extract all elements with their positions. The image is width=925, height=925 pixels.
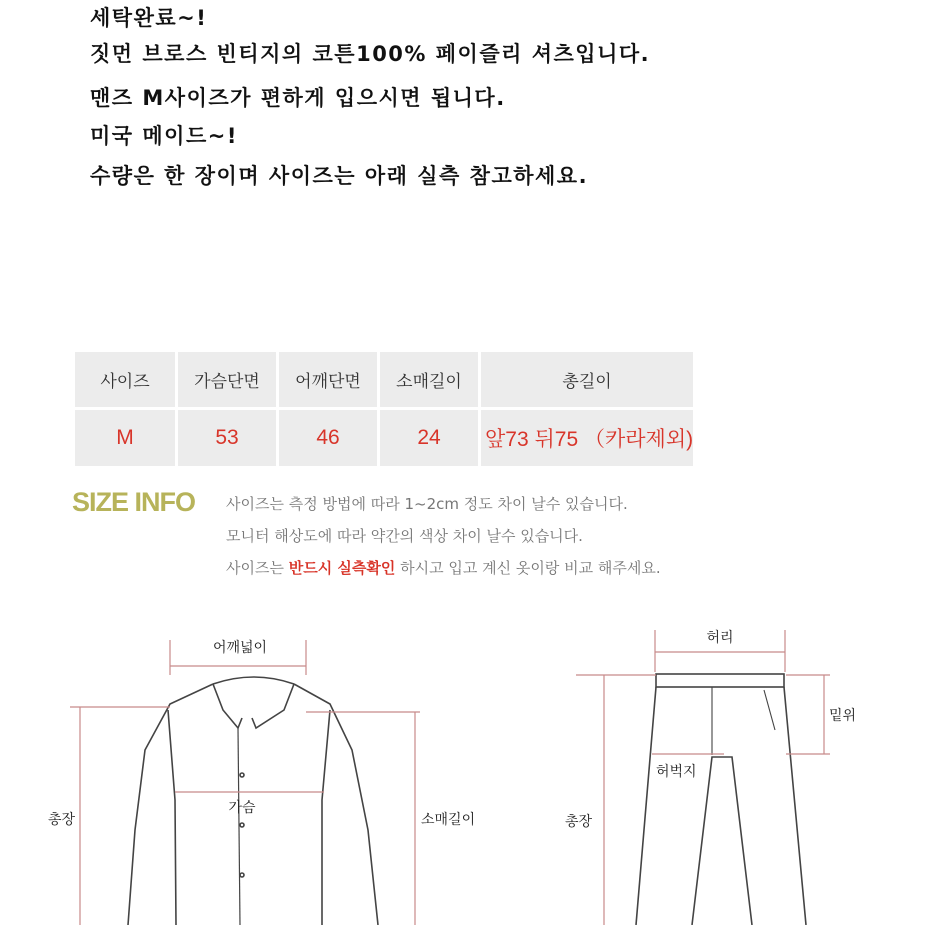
label-thigh: 허벅지 (656, 764, 697, 780)
cell-length: 앞73 뒤75 （카라제외) (481, 410, 693, 466)
pants-illustration (636, 674, 806, 925)
intro-line-1: 세탁완료~! (90, 6, 208, 30)
intro-line-5: 수량은 한 장이며 사이즈는 아래 실측 참고하세요. (90, 164, 589, 188)
size-note-3-post: 하시고 입고 계신 옷이랑 비교 해주세요. (395, 559, 661, 577)
header-shoulder: 어깨단면 (279, 352, 377, 407)
size-info-title: SIZE INFO (72, 487, 196, 517)
size-table-row (75, 410, 693, 466)
label-chest: 가슴 (228, 800, 256, 816)
size-table-header (75, 352, 693, 407)
shirt-dimension-lines (70, 640, 420, 925)
label-shirt-length: 총장 (48, 812, 76, 828)
header-length: 총길이 (481, 352, 693, 407)
label-pants-length: 총장 (565, 814, 593, 830)
cell-size: M (75, 410, 175, 466)
size-note-3-emphasis: 반드시 실측확인 (288, 559, 396, 577)
header-size: 사이즈 (75, 352, 175, 407)
size-note-2: 모니터 해상도에 따라 약간의 색상 차이 날수 있습니다. (226, 527, 583, 545)
size-table (72, 349, 696, 469)
cell-shoulder: 46 (279, 410, 377, 466)
size-note-1: 사이즈는 측정 방법에 따라 1~2cm 정도 차이 날수 있습니다. (226, 495, 628, 513)
intro-line-2: 짓먼 브로스 빈티지의 코튼100% 페이즐리 셔츠입니다. (90, 42, 651, 66)
header-chest: 가슴단면 (178, 352, 276, 407)
cell-sleeve: 24 (380, 410, 478, 466)
header-sleeve: 소매길이 (380, 352, 478, 407)
label-waist: 허리 (706, 630, 734, 646)
measurement-diagram (0, 600, 925, 925)
label-shoulder: 어깨넓이 (212, 640, 268, 656)
intro-line-4: 미국 메이드~! (90, 124, 238, 148)
size-note-3 (226, 557, 661, 589)
label-sleeve: 소매길이 (421, 812, 476, 828)
cell-chest: 53 (178, 410, 276, 466)
intro-line-3: 맨즈 M사이즈가 편하게 입으시면 됩니다. (90, 86, 506, 110)
label-rise: 밑위 (829, 708, 857, 724)
size-notes (226, 493, 661, 589)
size-note-3-pre: 사이즈는 (226, 559, 289, 577)
